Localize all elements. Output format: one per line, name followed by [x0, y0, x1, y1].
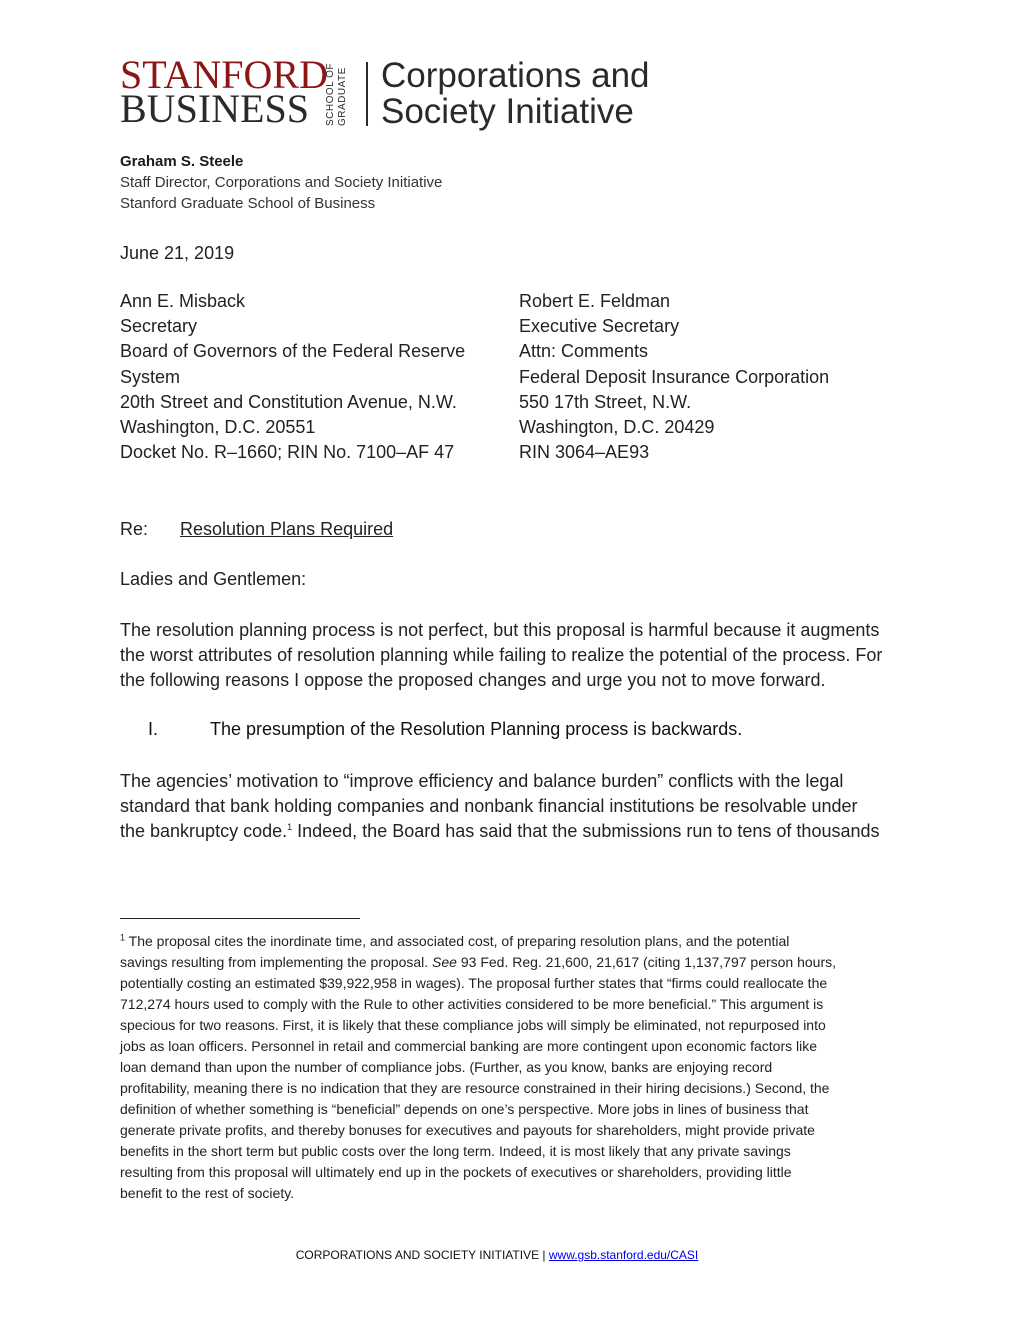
logo-business: BUSINESS [120, 86, 309, 131]
footnote-divider [120, 918, 360, 919]
recipient-line: Attn: Comments [519, 341, 649, 362]
logo-school-of: SCHOOL OF [325, 62, 336, 126]
re-label: Re: [120, 519, 149, 539]
recipient-line: 550 17th Street, N.W. [519, 391, 692, 412]
footnote-line [120, 931, 910, 952]
section-title: The presumption of the Resolution Planning process is backwards. [210, 719, 743, 739]
footnote-line [120, 952, 910, 973]
intro-paragraph [120, 618, 920, 693]
sender-title: Staff Director, Corporations and Society Initiative [120, 174, 443, 191]
recipient-line: Docket No. R–1660; RIN No. 7100–AF 47 [120, 442, 455, 463]
page-footer [0, 1248, 994, 1262]
section-paragraph [120, 769, 920, 844]
sender-org: Stanford Graduate School of Business [120, 195, 376, 212]
footer-link[interactable]: www.gsb.stanford.edu/CASI [548, 1248, 699, 1262]
recipient-line: 20th Street and Constitution Avenue, N.W. [120, 391, 457, 412]
footnote-marker: 1 [120, 932, 126, 943]
footnote-line: potentially costing an estimated $39,922,958 in wages). The proposal further states that “firms could reallocate the [120, 975, 828, 991]
recipient-line: Washington, D.C. 20551 [120, 417, 316, 438]
header-logo [120, 52, 660, 131]
recipient-block-fed [120, 289, 490, 465]
footnote-line: loan demand than upon the number of compliance jobs. (Further, as you know, banks are enjoying record [120, 1059, 773, 1075]
section-line [120, 819, 920, 844]
letter-date: June 21, 2019 [120, 243, 235, 263]
section-line-text: Indeed, the Board has said that the submissions run to tens of thousands [292, 821, 880, 841]
footnote-line: jobs as loan officers. Personnel in retail and commercial banking are more contingent upon economic factors like [120, 1038, 817, 1054]
logo-graduate: GRADUATE [337, 67, 348, 126]
intro-line: The resolution planning process is not perfect, but this proposal is harmful because it augments [120, 620, 880, 640]
logo-initiative-line1: Corporations and [381, 56, 650, 95]
footnote-line: generate private profits, and thereby bonuses for executives and payouts for shareholders, might provide private [120, 1122, 815, 1138]
footnote [120, 931, 910, 1204]
footnote-line: profitability, meaning there is no indication that they are resource constrained in their hiring decisions.) Second, the [120, 1080, 830, 1096]
re-subject: Resolution Plans Required [180, 519, 394, 539]
section-numeral: I. [148, 719, 159, 739]
section-line: standard that bank holding companies and nonbank financial institutions be resolvable under [120, 796, 858, 816]
logo-divider [366, 62, 368, 126]
recipient-block-fdic [519, 289, 899, 465]
recipient-line: Ann E. Misback [120, 291, 246, 311]
footnote-italic: See [432, 954, 457, 970]
logo-stanford: STANFORD [120, 52, 328, 97]
recipient-line: Executive Secretary [519, 316, 680, 337]
footnote-line: resulting from this proposal will ultimately end up in the pockets of executives or shareholders, providing little [120, 1164, 792, 1180]
footnote-line: benefit to the rest of society. [120, 1185, 295, 1201]
section-line: The agencies’ motivation to “improve efficiency and balance burden” conflicts with the legal [120, 771, 844, 791]
recipient-line: Washington, D.C. 20429 [519, 417, 715, 438]
footnote-text: savings resulting from implementing the proposal. [120, 954, 433, 970]
recipient-line: Robert E. Feldman [519, 291, 671, 311]
footnote-text: 93 Fed. Reg. 21,600, 21,617 (citing 1,137,797 person hours, [456, 954, 837, 970]
intro-line: the worst attributes of resolution planning while failing to realize the potential of the process. For [120, 645, 883, 665]
footnote-line: specious for two reasons. First, it is likely that these compliance jobs will simply be eliminated, not repurposed into [120, 1017, 826, 1033]
recipient-line: Federal Deposit Insurance Corporation [519, 366, 830, 387]
recipient-line: Secretary [120, 316, 198, 337]
footnote-ref[interactable]: 1 [287, 822, 293, 832]
footnote-line: definition of whether something is “beneficial” depends on one’s perspective. More jobs in lines of business that [120, 1101, 809, 1117]
recipient-line: Board of Governors of the Federal Reserve [120, 341, 466, 362]
logo-initiative-line2: Society Initiative [381, 92, 634, 131]
section-line-text: the bankruptcy code. [120, 821, 288, 841]
footnote-line: benefits in the short term but public costs over the long term. Indeed, it is most likely that any private savings [120, 1143, 791, 1159]
footnote-line: 712,274 hours used to comply with the Rule to other activities considered to be more beneficial.” This argument is [120, 996, 824, 1012]
recipient-line: RIN 3064–AE93 [519, 442, 650, 463]
footer-text: CORPORATIONS AND SOCIETY INITIATIVE | [295, 1248, 549, 1262]
sender-name: Graham S. Steele [120, 153, 244, 170]
salutation: Ladies and Gentlemen: [120, 569, 307, 589]
footnote-text: The proposal cites the inordinate time, and associated cost, of preparing resolution plans, and the potential [125, 933, 790, 949]
intro-line: the following reasons I oppose the proposed changes and urge you not to move forward. [120, 670, 826, 690]
recipient-line: System [120, 366, 181, 387]
